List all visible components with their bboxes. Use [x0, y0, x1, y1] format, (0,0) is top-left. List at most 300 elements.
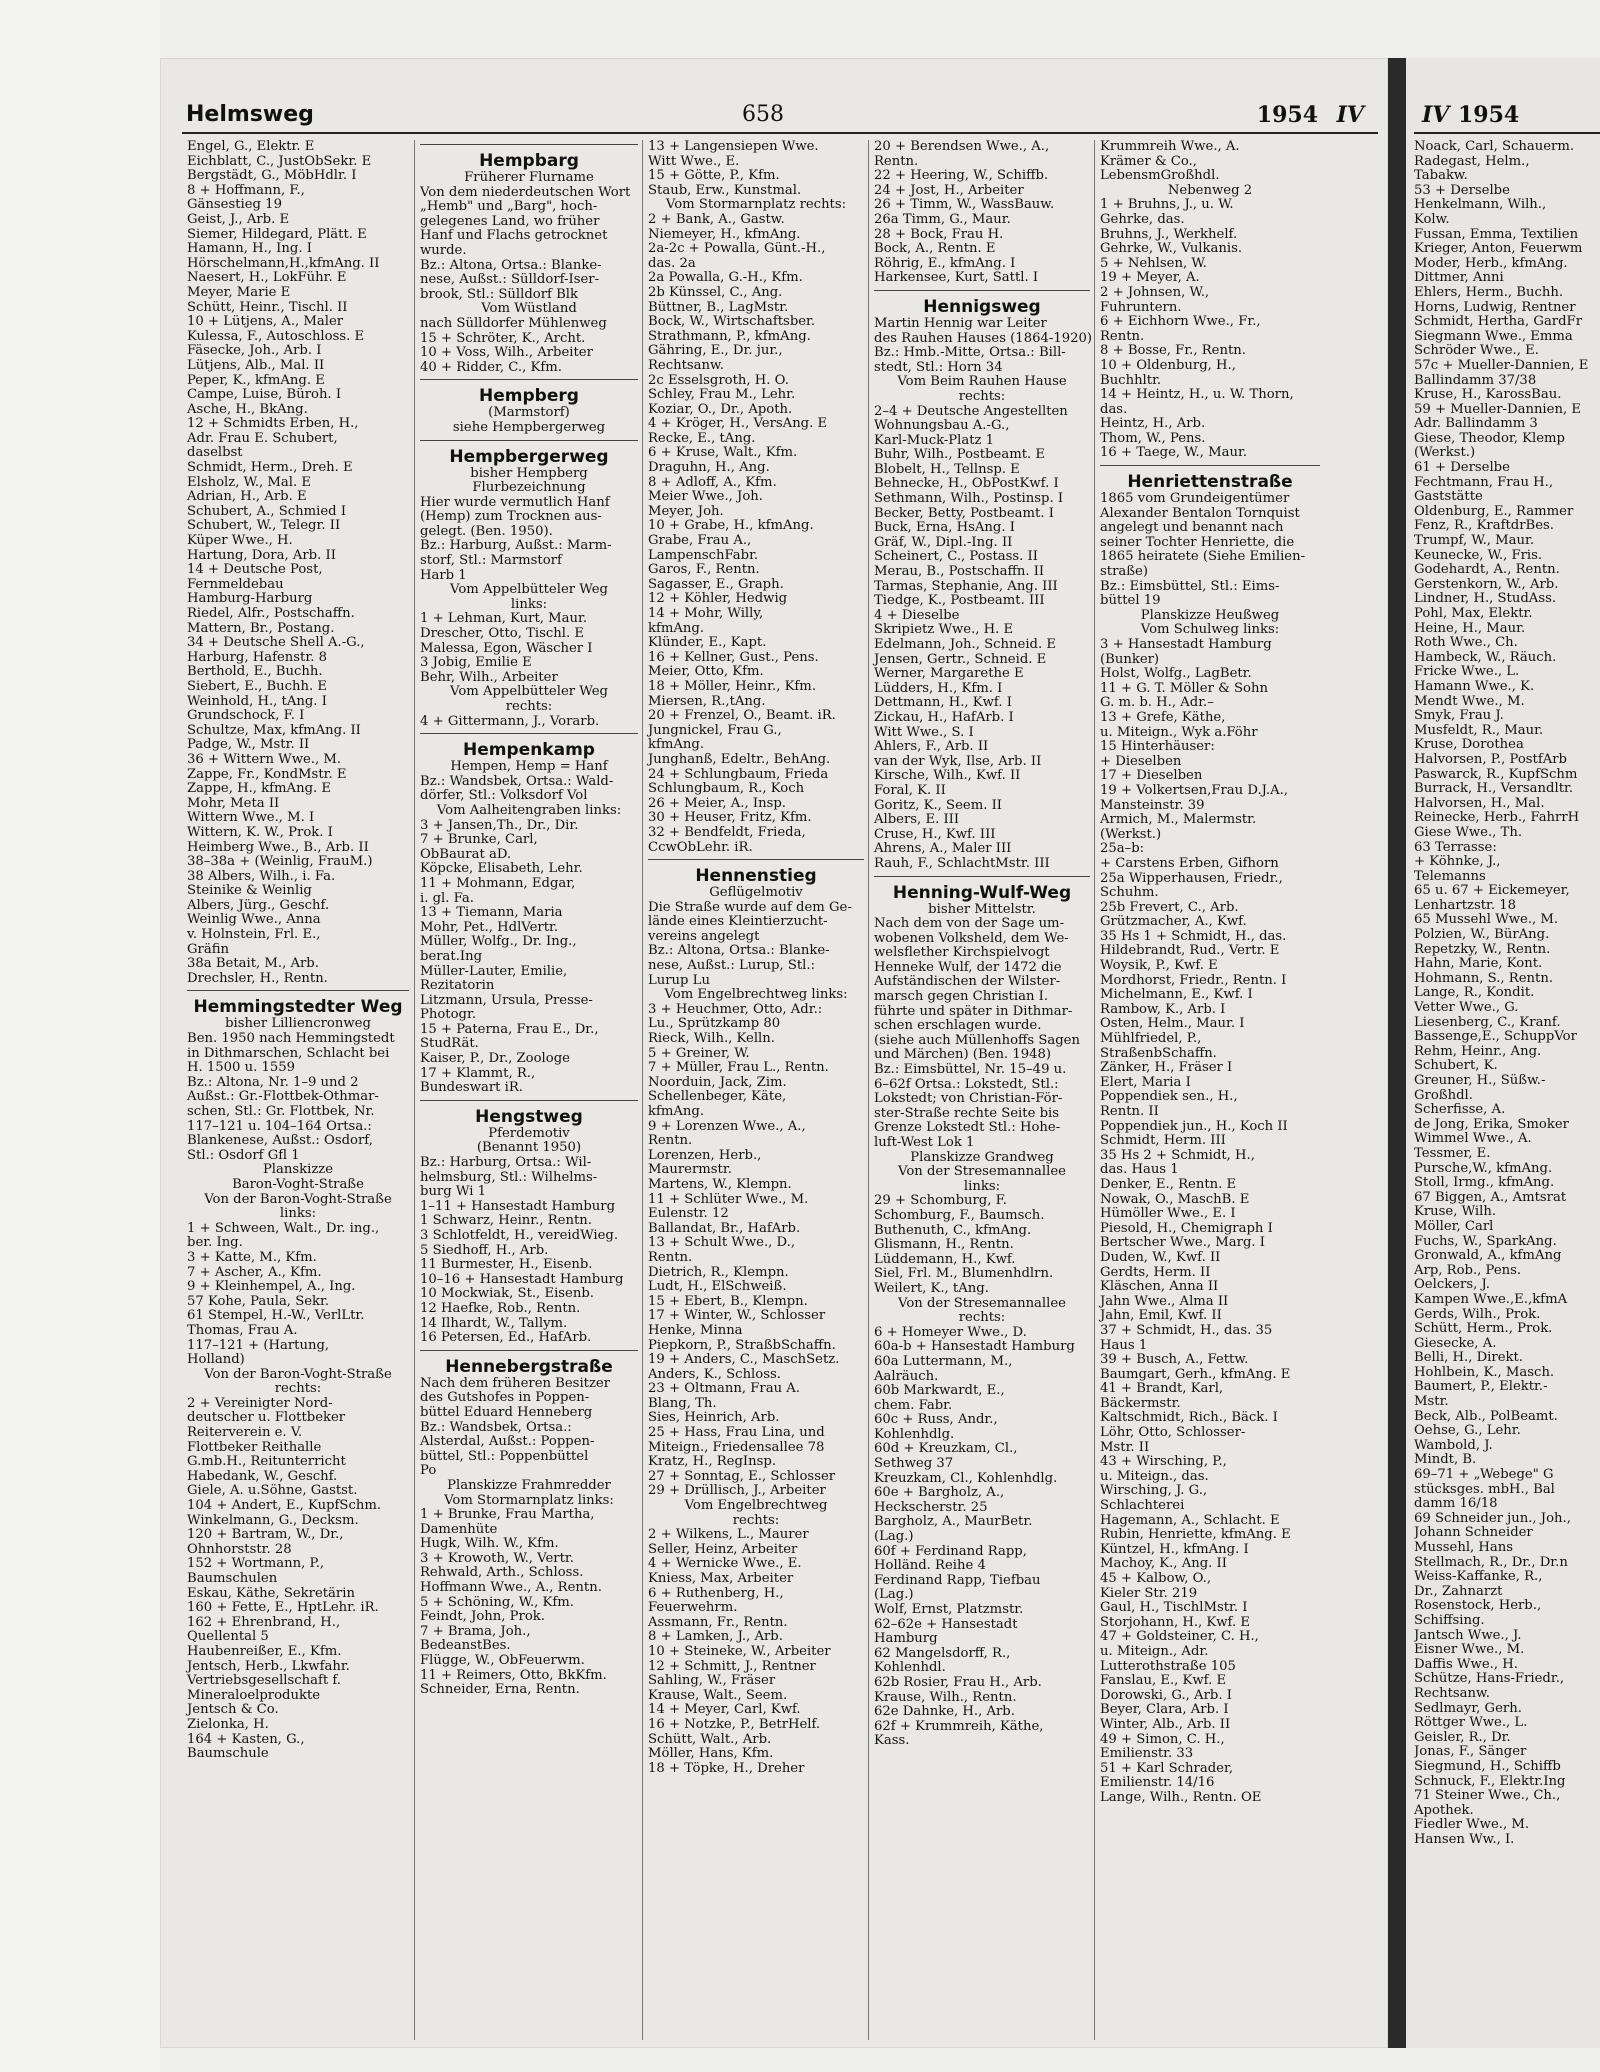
directory-entry: 3 + Katte, M., Kfm.: [187, 1249, 317, 1265]
directory-entry: Geflügelmotiv: [709, 885, 803, 901]
directory-entry: Großhdl.: [1414, 1087, 1473, 1103]
directory-entry: Lütjens, Alb., Mal. II: [187, 357, 325, 373]
directory-entry: Edelmann, Joh., Schneid. E: [874, 637, 1057, 652]
directory-entry: Arp, Rob., Pens.: [1414, 1262, 1522, 1278]
directory-entry: Hohmann, S., Rentn.: [1414, 970, 1554, 986]
page-number: 658: [742, 102, 784, 127]
directory-entry: Rezitatorin: [420, 978, 495, 994]
directory-entry: Jentsch, Herb., Lkwfahr.: [187, 1658, 350, 1674]
directory-entry: büttel, Stl.: Poppenbüttel: [420, 1448, 589, 1464]
street-heading: Hempbarg: [420, 144, 638, 171]
directory-entry: Winkelmann, G., Decksm.: [187, 1512, 359, 1528]
street-header: Helmsweg: [186, 102, 314, 127]
directory-entry: bisher Lilliencronweg: [225, 1016, 371, 1032]
directory-entry: Albers, E. III: [874, 812, 960, 828]
directory-entry: Hagemann, A., Schlacht. E: [1100, 1512, 1280, 1528]
directory-entry: Bargholz, A., MaurBetr.: [874, 1514, 1033, 1530]
directory-entry: luft-West Lok 1: [874, 1135, 975, 1150]
street-heading: Hengstweg: [420, 1100, 638, 1127]
directory-entry: Schütt, Walt., Arb.: [648, 1731, 772, 1747]
directory-entry: 7 + Brunke, Carl,: [420, 832, 538, 848]
directory-entry: Schubert, A., Schmied I: [187, 503, 347, 519]
directory-entry: 67 Biggen, A., Amtsrat: [1414, 1189, 1567, 1205]
directory-entry: 20 + Berendsen Wwe., A.,: [874, 140, 1050, 154]
directory-entry: Albers, Jürg., Geschf.: [187, 897, 330, 913]
directory-entry: Planskizze Grandweg: [910, 1149, 1054, 1165]
directory-entry: Lüddemann, H., Kwf.: [874, 1251, 1016, 1267]
directory-entry: Becker, Betty, Postbeamt. I: [874, 505, 1054, 521]
directory-entry: Rechtsanw.: [1414, 1685, 1490, 1701]
directory-entry: Engel, G., Elektr. E: [187, 140, 315, 154]
directory-entry: Baumschule: [187, 1746, 269, 1762]
directory-entry: + Carstens Erben, Gifhorn: [1100, 855, 1279, 871]
directory-entry: 17 + Dieselben: [1100, 768, 1203, 784]
directory-entry: 2a-2c + Powalla, Günt.-H.,: [648, 241, 826, 257]
street-heading: Hempberg: [420, 379, 638, 406]
directory-entry: Krause, Wilh., Rentn.: [874, 1689, 1017, 1705]
directory-entry: Mendt Wwe., M.: [1414, 693, 1525, 709]
directory-entry: Bertscher Wwe., Marg. I: [1100, 1235, 1265, 1251]
directory-entry: Krämer & Co.,: [1100, 153, 1197, 169]
directory-entry: Malessa, Egon, Wäscher I: [420, 640, 593, 656]
directory-entry: Dietrich, R., Klempn.: [648, 1264, 789, 1280]
directory-entry: Elsholz, W., Mal. E: [187, 474, 312, 490]
directory-entry: Foral, K. II: [874, 782, 946, 798]
directory-entry: Nach dem früheren Besitzer: [420, 1375, 611, 1391]
directory-entry: 3 + Krowoth, W., Vertr.: [420, 1550, 574, 1566]
directory-entry: Eisner Wwe., M.: [1414, 1642, 1525, 1658]
directory-entry: 1 + Lehman, Kurt, Maur.: [420, 611, 588, 627]
directory-entry: Recke, E., tAng.: [648, 430, 756, 446]
directory-entry: 60a-b + Hansestadt Hamburg: [874, 1339, 1075, 1355]
directory-entry: damm 16/18: [1414, 1496, 1498, 1512]
directory-entry: Bundeswart iR.: [420, 1080, 523, 1096]
directory-entry: 14 + Deutsche Post,: [187, 562, 323, 578]
directory-entry: Vetter Wwe., G.: [1414, 1000, 1519, 1016]
directory-entry: burg Wi 1: [420, 1184, 486, 1200]
directory-entry: 1 + Brunke, Frau Martha,: [420, 1507, 595, 1523]
directory-entry: Blobelt, H., Tellnsp. E: [874, 461, 1020, 477]
street-heading: Hennigsweg: [874, 290, 1090, 317]
directory-entry: Martens, W., Klempn.: [648, 1176, 792, 1192]
directory-entry: 2c Esselsgroth, H. O.: [648, 372, 789, 388]
directory-entry: Lenhartzstr. 18: [1414, 897, 1517, 913]
directory-entry: Wambold, J.: [1414, 1437, 1493, 1453]
scanner-margin: [0, 0, 160, 2072]
directory-entry: 14 Ilhardt, W., Tallym.: [420, 1315, 568, 1331]
directory-entry: 19 + Anders, C., MaschSetz.: [648, 1352, 840, 1368]
street-heading: Henriettenstraße: [1100, 465, 1320, 492]
directory-entry: 10–16 + Hansestadt Hamburg: [420, 1271, 624, 1287]
directory-entry: Schmidt, Herm. III: [1100, 1133, 1226, 1149]
directory-entry: Fernmeldebau: [187, 576, 284, 592]
directory-entry: Garos, F., Rentn.: [648, 562, 760, 578]
directory-entry: Schlungbaum, R., Koch: [648, 781, 805, 797]
directory-entry: Niemeyer, H., kfmAng.: [648, 226, 801, 242]
directory-entry: 53 + Derselbe: [1414, 182, 1510, 198]
directory-entry: Storjohann, H., Kwf. E: [1100, 1614, 1250, 1630]
directory-entry: 18 + Töpke, H., Dreher: [648, 1760, 805, 1776]
directory-entry: berat.Ing: [420, 948, 483, 964]
directory-entry: 30 + Heuser, Fritz, Kfm.: [648, 810, 812, 826]
directory-entry: Rauh, F., SchlachtMstr. III: [874, 855, 1050, 871]
directory-entry: Steinike & Weinlig: [187, 883, 312, 899]
directory-entry: Lu., Sprützkamp 80: [648, 1016, 781, 1032]
directory-entry: „Hemb" und „Barg", hoch-: [420, 199, 598, 215]
directory-entry: 8 + Hoffmann, F.,: [187, 182, 305, 198]
directory-entry: Vom Aalheitengraben links:: [436, 802, 622, 818]
directory-entry: Stellmach, R., Dr., Dr.n: [1414, 1554, 1568, 1570]
directory-entry: 2–4 + Deutsche Angestellten: [874, 403, 1068, 419]
directory-entry: Jahn Wwe., Alma II: [1100, 1293, 1229, 1309]
directory-entry: Krause, Walt., Seem.: [648, 1687, 788, 1703]
directory-entry: Bassenge,E., SchuppVor: [1414, 1029, 1577, 1045]
directory-entry: Bäckermstr.: [1100, 1395, 1181, 1411]
directory-entry: Hildebrandt, Rud., Vertr. E: [1100, 943, 1280, 959]
directory-entry: Wohnungsbau A.-G.,: [874, 418, 1010, 434]
directory-entry: Glismann, H., Rentn.: [874, 1237, 1014, 1253]
directory-entry: 25 + Hass, Frau Lina, und: [648, 1425, 825, 1441]
directory-entry: Baumgart, Gerh., kfmAng. E: [1100, 1366, 1291, 1382]
directory-entry: Thom, W., Pens.: [1100, 430, 1206, 446]
directory-entry: Küntzel, H., kfmAng. I: [1100, 1541, 1249, 1557]
directory-entry: Behr, Wilh., Arbeiter: [420, 669, 558, 685]
directory-entry: Mineraloelprodukte: [187, 1687, 321, 1703]
directory-entry: G.mb.H., Reitunterricht: [187, 1454, 346, 1470]
directory-entry: Kruse, Dorothea: [1414, 737, 1524, 753]
directory-entry: 25a Wipperhausen, Friedr.,: [1100, 870, 1283, 886]
directory-entry: Gerstenkorn, W., Arb.: [1414, 576, 1559, 592]
facing-volume-label: IV: [1422, 102, 1450, 128]
directory-entry: Riedel, Alfr., Postschaffn.: [187, 606, 355, 621]
directory-entry: Giele, A. u.Söhne, Gastst.: [187, 1483, 358, 1499]
directory-entry: 35 Hs 2 + Schmidt, H.,: [1100, 1147, 1255, 1163]
directory-entry: Geisler, R., Dr.: [1414, 1729, 1511, 1745]
directory-entry: 38–38a + (Weinlig, FrauM.): [187, 854, 373, 870]
directory-entry: schen, Stl.: Gr. Flottbek, Nr.: [187, 1104, 375, 1119]
directory-entry: Bz.: Harburg, Außst.: Marm-: [420, 538, 612, 554]
directory-entry: Die Straße wurde auf dem Ge-: [648, 899, 852, 915]
directory-entry: des Rauhen Hauses (1864-1920): [874, 330, 1093, 346]
directory-entry: Maurermstr.: [648, 1162, 732, 1178]
directory-entry: Adrian, H., Arb. E: [187, 489, 307, 505]
directory-entry: Rehm, Heinr., Ang.: [1414, 1043, 1542, 1059]
directory-entry: i. gl. Fa.: [420, 890, 474, 906]
directory-entry: Weiss-Kaffanke, R.,: [1414, 1569, 1543, 1585]
directory-page: [160, 58, 1388, 2048]
directory-entry: Mordhorst, Friedr., Rentn. I: [1100, 972, 1287, 988]
directory-entry: 26a Timm, G., Maur.: [874, 211, 1011, 227]
directory-entry: Ahrens, A., Maler III: [874, 841, 1012, 857]
directory-entry: 38 Albers, Wilh., i. Fa.: [187, 868, 336, 884]
directory-entry: Elert, Maria I: [1100, 1074, 1191, 1090]
directory-entry: Stl.: Osdorf Gfl 1: [187, 1147, 300, 1163]
directory-entry: Rentn.: [874, 153, 919, 169]
directory-entry: LampenschFabr.: [648, 547, 759, 563]
directory-entry: 4 + Kröger, H., VersAng. E: [648, 416, 828, 432]
directory-entry: Machoy, K., Ang. II: [1100, 1556, 1227, 1572]
directory-entry: 3 Jobig, Emilie E: [420, 655, 532, 671]
directory-entry: Halvorsen, P., PostfArb: [1414, 751, 1567, 767]
directory-entry: Michelmann, E., Kwf. I: [1100, 987, 1253, 1003]
directory-entry: kfmAng.: [648, 620, 705, 636]
directory-entry: 12 + Schmidts Erben, H.,: [187, 416, 359, 432]
directory-entry: 32 + Bendfeldt, Frieda,: [648, 824, 806, 840]
directory-entry: Köpcke, Elisabeth, Lehr.: [420, 861, 583, 877]
directory-entry: Witt Wwe., S. I: [874, 724, 974, 740]
directory-entry: Vom Stormarnplatz rechts:: [665, 197, 847, 213]
directory-entry: Röttger Wwe., L.: [1414, 1715, 1528, 1731]
directory-entry: rechts:: [274, 1381, 322, 1397]
directory-entry: Keunecke, W., Fris.: [1414, 547, 1543, 563]
facing-year-label: 1954: [1458, 102, 1520, 128]
directory-entry: Scherfisse, A.: [1414, 1102, 1506, 1118]
directory-entry: Vom Engelbrechtweg links:: [664, 987, 848, 1003]
column-area: [182, 140, 1378, 2040]
directory-entry: Junghanß, Edeltr., BehAng.: [648, 751, 831, 767]
directory-entry: 4 + Gittermann, J., Vorarb.: [420, 713, 600, 729]
directory-entry: Von der Baron-Voght-Straße: [204, 1366, 392, 1382]
directory-entry: Strathmann, P., kfmAng.: [648, 328, 811, 344]
street-heading: Hempbergerweg: [420, 440, 638, 467]
directory-entry: Meier, Otto, Kfm.: [648, 664, 764, 680]
directory-entry: 1 Schwarz, Heinr., Rentn.: [420, 1213, 592, 1229]
directory-entry: 47 + Goldsteiner, C. H.,: [1100, 1629, 1259, 1645]
directory-entry: Drechsler, H., Rentn.: [187, 970, 328, 986]
directory-entry: Mattern, Br., Postang.: [187, 620, 335, 636]
directory-entry: Photogr.: [420, 1007, 477, 1023]
directory-entry: in Dithmarschen, Schlacht bei: [187, 1045, 390, 1061]
directory-entry: Bz.: Wandsbek, Ortsa.:: [420, 1419, 572, 1435]
directory-entry: Martin Hennig war Leiter: [874, 315, 1047, 331]
directory-entry: Sedlmayr, Gerh.: [1414, 1700, 1522, 1716]
directory-entry: Paswarck, R., KupfSchm: [1414, 766, 1578, 782]
directory-entry: Gräfin: [187, 941, 229, 957]
directory-entry: Kass.: [874, 1733, 910, 1749]
directory-entry: Holländ. Reihe 4: [874, 1558, 986, 1574]
directory-entry: Moder, Herb., kfmAng.: [1414, 255, 1568, 271]
directory-entry: Giese, Theodor, Klemp: [1414, 430, 1565, 446]
directory-entry: Skripietz Wwe., H. E: [874, 622, 1014, 638]
directory-entry: 43 + Wirsching, P.,: [1100, 1454, 1227, 1470]
directory-entry: Rambow, K., Arb. I: [1100, 1001, 1226, 1017]
directory-entry: Rentn.: [648, 1249, 693, 1265]
directory-entry: Baumert, P., Elektr.-: [1414, 1379, 1548, 1395]
directory-entry: Stoll, Irmg., kfmAng.: [1414, 1175, 1555, 1191]
directory-entry: Berthold, E., Buchh.: [187, 664, 323, 680]
directory-entry: 12 Haefke, Rob., Rentn.: [420, 1300, 581, 1316]
directory-entry: Lokstedt; von Christian-För-: [874, 1091, 1063, 1107]
directory-entry: das.: [1100, 401, 1128, 417]
directory-entry: Jensen, Gertr., Schneid. E: [874, 651, 1047, 667]
directory-entry: BedeanstBes.: [420, 1638, 511, 1654]
directory-entry: 120 + Bartram, W., Dr.,: [187, 1527, 344, 1543]
directory-entry: Hamann, H., Ing. I: [187, 241, 312, 257]
directory-entry: Noack, Carl, Schauerm.: [1414, 140, 1575, 154]
directory-entry: 5 Siedhoff, H., Arb.: [420, 1242, 549, 1258]
directory-entry: Hümöller Wwe., E. I: [1100, 1206, 1236, 1222]
directory-entry: 1–11 + Hansestadt Hamburg: [420, 1198, 616, 1214]
directory-entry: Jantsch Wwe., J.: [1414, 1627, 1522, 1643]
directory-entry: Sagasser, E., Graph.: [648, 576, 784, 592]
directory-entry: Winter, Alb., Arb. II: [1100, 1716, 1231, 1732]
directory-entry: (Hemp) zum Trocknen aus-: [420, 509, 602, 525]
directory-entry: Blankenese, Außst.: Osdorf,: [187, 1133, 373, 1149]
directory-entry: Vom Stormarnplatz links:: [444, 1492, 614, 1508]
directory-entry: Alsterdal, Außst.: Poppen-: [420, 1434, 595, 1450]
directory-entry: 16 + Taege, W., Maur.: [1100, 445, 1248, 461]
directory-entry: Behnecke, H., ObPostKwf. I: [874, 476, 1059, 492]
directory-entry: 13 + Schult Wwe., D.,: [648, 1235, 796, 1251]
directory-entry: Rubin, Henriette, kfmAng. E: [1100, 1527, 1291, 1543]
directory-entry: Bz.: Eimsbüttel, Nr. 15–49 u.: [874, 1062, 1067, 1078]
directory-entry: 35 Hs 1 + Schmidt, H., das.: [1100, 928, 1287, 944]
directory-entry: Kläschen, Anna II: [1100, 1279, 1219, 1295]
directory-entry: Blang, Th.: [648, 1395, 717, 1411]
directory-entry: Gehrke, W., Vulkanis.: [1100, 241, 1243, 257]
directory-entry: 14 + Mohr, Willy,: [648, 606, 764, 621]
directory-entry: Giese Wwe., Th.: [1414, 824, 1523, 840]
directory-entry: 28 + Bock, Frau H.: [874, 226, 1004, 242]
directory-entry: 7 + Brama, Joh.,: [420, 1623, 531, 1639]
directory-entry: Hempen, Hemp = Hanf: [450, 759, 608, 775]
directory-entry: Kolw.: [1414, 211, 1450, 227]
directory-entry: Adr. Frau E. Schubert,: [187, 430, 338, 446]
directory-entry: Ludt, H., ElSchweiß.: [648, 1279, 787, 1295]
directory-entry: Ahlers, F., Arb. II: [874, 739, 989, 755]
directory-entry: Jungnickel, Frau G.,: [648, 722, 782, 738]
directory-entry: Klünder, E., Kapt.: [648, 635, 767, 651]
directory-entry: Buck, Erna, HsAng. I: [874, 520, 1015, 536]
directory-entry: 160 + Fette, E., HptLehr. iR.: [187, 1600, 379, 1616]
directory-entry: Apothek.: [1414, 1802, 1474, 1818]
directory-entry: Schellenbeger, Käte,: [648, 1089, 787, 1105]
directory-entry: v. Holnstein, Frl. E.,: [187, 927, 321, 943]
directory-entry: 117–121 + (Hartung,: [187, 1337, 330, 1353]
directory-entry: Kirsche, Wilh., Kwf. II: [874, 768, 1021, 784]
directory-entry: Polzien, W., BürAng.: [1414, 927, 1550, 943]
directory-entry: 57c + Mueller-Dannien, E: [1414, 357, 1589, 373]
directory-entry: Zappe, Fr., KondMstr. E: [187, 766, 347, 782]
directory-entry: wobenen Volksheld, dem We-: [874, 930, 1069, 946]
directory-entry: Hanf und Flachs getrocknet: [420, 228, 608, 244]
directory-entry: 13 + Langensiepen Wwe.: [648, 140, 819, 154]
directory-entry: 17 + Klammt, R.,: [420, 1065, 536, 1081]
directory-entry: Müller, Wolfg., Dr. Ing.,: [420, 934, 577, 950]
directory-entry: Thomas, Frau A.: [187, 1322, 298, 1338]
directory-entry: Gänsestieg 19: [187, 197, 282, 213]
directory-entry: Drescher, Otto, Tischl. E: [420, 626, 584, 642]
directory-entry: Giesecke, A.: [1414, 1335, 1497, 1351]
directory-entry: deutscher u. Flottbeker: [187, 1410, 346, 1426]
directory-entry: Rentn. II: [1100, 1104, 1159, 1119]
directory-entry: 19 + Meyer, A.: [1100, 270, 1200, 286]
directory-entry: Flurbezeichnung: [472, 480, 586, 496]
directory-entry: Weilert, K., tAng.: [874, 1280, 989, 1296]
directory-entry: + Köhnke, J.,: [1414, 854, 1501, 870]
directory-entry: Wirsching, J. G.,: [1100, 1483, 1208, 1499]
street-heading: Henning-Wulf-Weg: [874, 876, 1090, 903]
directory-entry: Kieler Str. 219: [1100, 1585, 1198, 1601]
directory-entry: Schmidt, Herm., Dreh. E: [187, 460, 353, 476]
directory-entry: Hoffmann Wwe., A., Rentn.: [420, 1580, 602, 1596]
directory-entry: Hier wurde vermutlich Hanf: [420, 494, 610, 510]
directory-entry: LebensmGroßhdl.: [1100, 168, 1220, 184]
directory-entry: Bz.: Harburg, Ortsa.: Wil-: [420, 1155, 592, 1171]
directory-entry: Witt Wwe., E.: [648, 153, 740, 169]
directory-entry: führte und später in Dithmar-: [874, 1003, 1073, 1019]
directory-entry: 24 + Jost, H., Arbeiter: [874, 182, 1024, 198]
directory-entry: Lurup Lu: [648, 972, 710, 988]
directory-entry: Meyer, Joh.: [648, 503, 724, 519]
directory-entry: (Werkst.): [1100, 826, 1162, 842]
directory-entry: daselbst: [187, 445, 243, 461]
directory-entry: büttel 19: [1100, 593, 1161, 609]
directory-entry: Heintz, H., Arb.: [1100, 416, 1206, 432]
directory-entry: Gaul, H., TischlMstr. I: [1100, 1600, 1248, 1616]
directory-entry: Gähring, E., Dr. jur.,: [648, 343, 783, 359]
directory-entry: Löhr, Otto, Schlosser-: [1100, 1425, 1246, 1441]
directory-entry: Vom Engelbrechtweg: [684, 1498, 828, 1514]
directory-entry: Mstr. II: [1100, 1439, 1150, 1455]
directory-entry: Schley, Frau M., Lehr.: [648, 387, 796, 403]
directory-entry: Henneke Wulf, der 1472 die: [874, 959, 1062, 975]
directory-entry: brook, Stl.: Sülldorf Blk: [420, 286, 578, 302]
directory-entry: nach Sülldorfer Mühlenweg: [420, 315, 607, 331]
directory-column: [414, 140, 643, 2040]
directory-entry: Siel, Frl. M., Blumenhdlrn.: [874, 1266, 1054, 1282]
directory-entry: 2 + Wilkens, L., Maurer: [648, 1527, 809, 1543]
directory-column: [868, 140, 1095, 2040]
directory-entry: gelegt. (Ben. 1950).: [420, 523, 553, 539]
directory-entry: (Marmstorf): [488, 405, 570, 421]
directory-entry: Schmidt, Hertha, GardFr: [1414, 314, 1583, 330]
directory-entry: Meier Wwe., Joh.: [648, 489, 763, 505]
directory-entry: 60a Luttermann, M.,: [874, 1353, 1013, 1369]
directory-entry: 45 + Kalbow, O.,: [1100, 1571, 1212, 1586]
directory-entry: Noorduin, Jack, Zim.: [648, 1074, 787, 1090]
directory-entry: Hambeck, W., Räuch.: [1414, 649, 1557, 665]
directory-entry: 65 Mussehl Wwe., M.: [1414, 912, 1559, 928]
directory-entry: u. Miteign., das.: [1100, 1468, 1209, 1484]
directory-entry: Poppendiek jun., H., Koch II: [1100, 1118, 1288, 1134]
directory-entry: Aufständischen der Wilster-: [874, 974, 1061, 990]
directory-entry: Eichblatt, C., JustObSekr. E: [187, 153, 372, 169]
directory-entry: 1865 heiratete (Siehe Emilien-: [1100, 549, 1306, 565]
directory-entry: Hahn, Marie, Kont.: [1414, 956, 1543, 972]
directory-entry: Rehwald, Arth., Schloss.: [420, 1565, 584, 1581]
directory-entry: 12 + Köhler, Hedwig: [648, 591, 788, 607]
directory-entry: Weinhold, H., tAng. I: [187, 693, 327, 709]
directory-entry: rechts:: [958, 388, 1006, 404]
directory-entry: Kohlenhdl.: [874, 1660, 946, 1676]
directory-entry: Vom Appelbütteler Weg: [450, 582, 608, 598]
directory-entry: 11 + Reimers, Otto, BkKfm.: [420, 1667, 607, 1683]
directory-entry: Anders, K., Schloss.: [648, 1366, 781, 1382]
directory-entry: 39 + Busch, A., Fettw.: [1100, 1352, 1249, 1368]
directory-entry: 3 Schlotfeldt, H., vereidWieg.: [420, 1228, 619, 1243]
directory-entry: Schütt, Heinr., Tischl. II: [187, 299, 348, 315]
directory-entry: wurde.: [420, 242, 467, 258]
directory-entry: 62 Mangelsdorff, R.,: [874, 1645, 1011, 1661]
directory-entry: Fäsecke, Joh., Arb. I: [187, 343, 322, 359]
directory-entry: straße): [1100, 564, 1148, 580]
directory-entry: dörfer, Stl.: Volksdorf Vol: [420, 788, 588, 804]
directory-entry: stedt, Stl.: Horn 34: [874, 359, 1003, 375]
directory-entry: StudRät.: [420, 1036, 479, 1052]
directory-entry: Roth Wwe., Ch.: [1414, 635, 1518, 651]
directory-entry: Kohlenhdlg.: [874, 1426, 955, 1442]
